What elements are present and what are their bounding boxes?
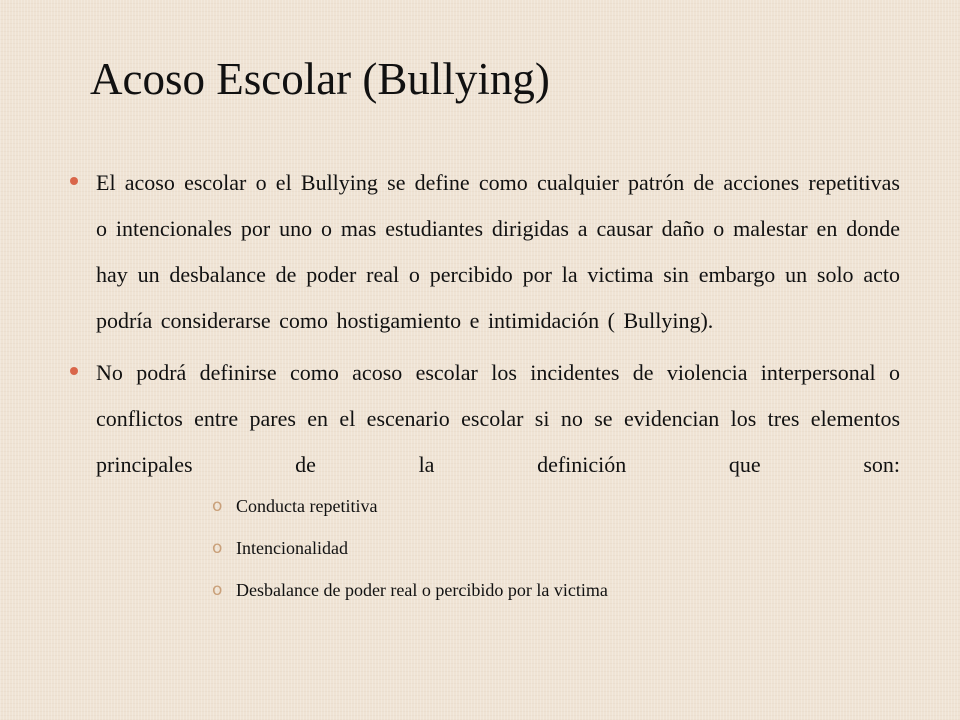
- bullet-dot-icon: [70, 367, 78, 375]
- circle-bullet-icon: o: [212, 580, 223, 600]
- slide-content: [70, 160, 900, 626]
- circle-bullet-icon: o: [212, 496, 223, 516]
- sub-item-text: Conducta repetitiva: [236, 496, 378, 516]
- sub-list: [96, 494, 900, 620]
- sub-list-item: [96, 536, 900, 578]
- sub-item-text: Desbalance de poder real o percibido por la victima: [236, 580, 608, 600]
- sub-list-item: [96, 494, 900, 536]
- circle-bullet-icon: o: [212, 538, 223, 558]
- bullet-item: [70, 350, 900, 620]
- bullet-text: El acoso escolar o el Bullying se define como cualquier patrón de acciones repetitivas o intencionales por uno o mas estudiantes dirigidas a causar daño o malestar en donde hay un desbalance de poder real o percibido por la victima sin embargo un solo acto podría considerarse como hostigamiento e intimidación ( Bullying).: [96, 170, 900, 333]
- sub-list-item: [96, 578, 900, 620]
- bullet-item: [70, 160, 900, 344]
- slide-title: Acoso Escolar (Bullying): [90, 54, 550, 104]
- bullet-text: No podrá definirse como acoso escolar los incidentes de violencia interpersonal o conflictos entre pares en el escenario escolar si no se evidencian los tres elementos principales de la definición que son:: [96, 360, 900, 477]
- bullet-dot-icon: [70, 177, 78, 185]
- sub-item-text: Intencionalidad: [236, 538, 348, 558]
